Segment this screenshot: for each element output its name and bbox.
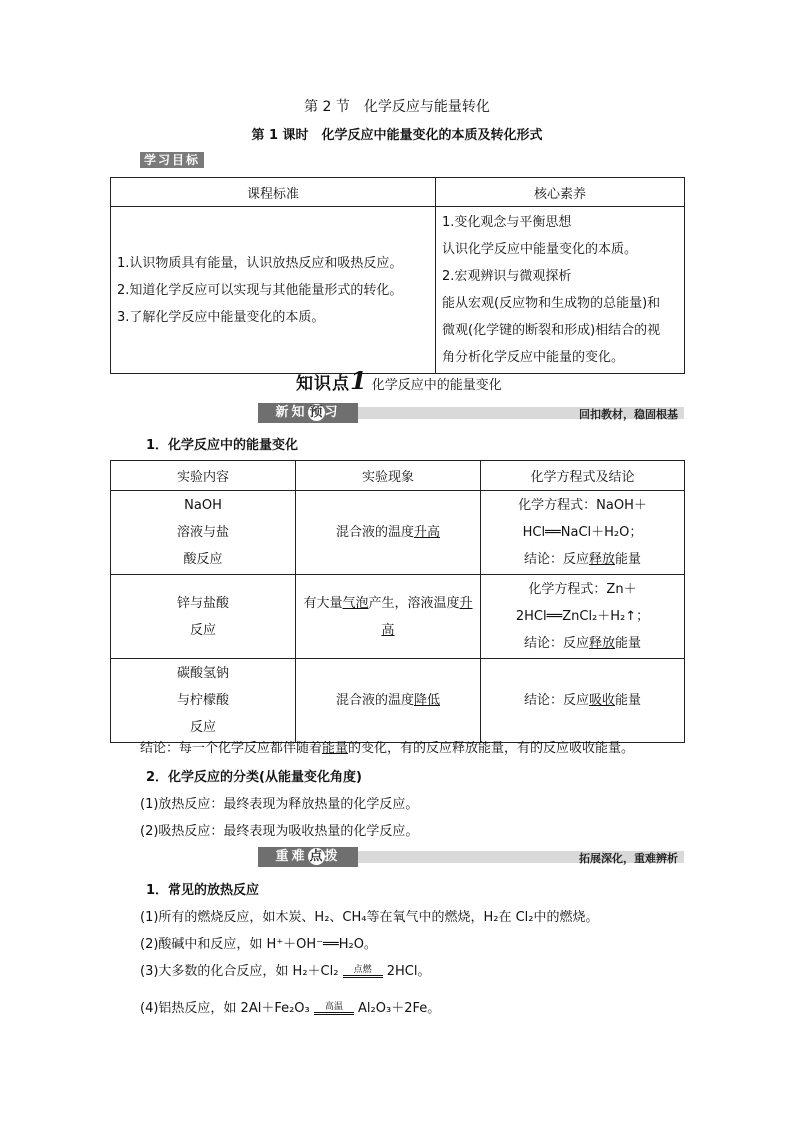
table-row (111, 575, 685, 659)
exp-equation: 结论：反应吸收能量 (481, 659, 685, 743)
goals-literacy-cell (436, 207, 685, 374)
section2-item: (2)吸热反应：最终表现为吸收热量的化学反应。 (140, 824, 419, 839)
literacy-line: 角分析化学反应中能量的变化。 (442, 350, 625, 365)
knowledge-point-number: 1 (350, 366, 368, 395)
section3-item: (4)铝热反应，如 2Al＋Fe₂O₃ 高温 Al₂O₃＋2Fe。 (140, 1001, 441, 1016)
band-label: 重难 点 拨 (258, 847, 358, 867)
knowledge-point-heading (296, 366, 502, 395)
literacy-line: 能从宏观(反应物和生成物的总能量)和 (442, 296, 661, 311)
objectives-badge (140, 151, 204, 168)
standard-item: 3.了解化学反应中能量变化的本质。 (117, 309, 325, 325)
reaction-condition: 高温 (314, 1002, 354, 1015)
goals-table (110, 177, 685, 374)
goals-header-standard: 课程标准 (111, 178, 436, 207)
literacy-line: 1.变化观念与平衡思想 (442, 215, 572, 230)
preview-band (258, 403, 684, 423)
exp-equation: 化学方程式：NaOH＋ HCl══NaCl＋H₂O； 结论：反应释放能量 (481, 491, 685, 575)
section3-item: (2)酸碱中和反应，如 H⁺＋OH⁻══H₂O。 (140, 937, 377, 952)
band-label: 新知 预 习 (258, 403, 358, 423)
exp-content: NaOH 溶液与盐 酸反应 (111, 491, 296, 575)
exp-phenomenon: 有大量气泡产生，溶液温度升高 (296, 575, 481, 659)
exp-phenomenon: 混合液的温度降低 (296, 659, 481, 743)
exp-equation: 化学方程式：Zn＋ 2HCl══ZnCl₂＋H₂↑； 结论：反应释放能量 (481, 575, 685, 659)
exp-header-content: 实验内容 (111, 461, 296, 491)
objectives-badge-label: 学习目标 (140, 152, 204, 168)
section1-conclusion: 结论：每一个化学反应都伴随着能量的变化，有的反应释放能量，有的反应吸收能量。 (140, 741, 635, 756)
exp-content: 碳酸氢钠 与柠檬酸 反应 (111, 659, 296, 743)
band-circle: 预 (309, 405, 323, 420)
key-points-band (258, 847, 684, 867)
standard-item: 1.认识物质具有能量，认识放热反应和吸热反应。 (117, 255, 403, 271)
knowledge-point-title: 化学反应中的能量变化 (371, 378, 502, 393)
standard-item: 2.知道化学反应可以实现与其他能量形式的转化。 (117, 282, 403, 298)
literacy-line: 2.宏观辨识与微观探析 (442, 269, 572, 284)
literacy-line: 认识化学反应中能量变化的本质。 (442, 242, 638, 257)
table-row (111, 491, 685, 575)
exp-header-equation: 化学方程式及结论 (481, 461, 685, 491)
table-row (111, 659, 685, 743)
section3-item: (3)大多数的化合反应，如 H₂＋Cl₂ 点燃 2HCl。 (140, 964, 431, 979)
band-tagline: 回扣教材，稳固根基 (579, 408, 678, 421)
experiment-table (110, 460, 685, 743)
section3-heading: 1．常见的放热反应 (146, 883, 260, 898)
section-title: 第 2 节 化学反应与能量转化 (304, 99, 490, 115)
band-circle: 点 (309, 849, 323, 864)
exp-phenomenon: 混合液的温度升高 (296, 491, 481, 575)
exp-header-phenomenon: 实验现象 (296, 461, 481, 491)
section3-item: (1)所有的燃烧反应，如木炭、H₂、CH₄等在氧气中的燃烧，H₂在 Cl₂中的燃烧。 (140, 910, 599, 925)
goals-header-literacy: 核心素养 (436, 178, 685, 207)
band-tagline: 拓展深化，重难辨析 (579, 852, 678, 865)
exp-content: 锌与盐酸 反应 (111, 575, 296, 659)
section1-heading: 1．化学反应中的能量变化 (146, 438, 299, 453)
section2-item: (1)放热反应：最终表现为释放热量的化学反应。 (140, 797, 419, 812)
section2-heading: 2．化学反应的分类(从能量变化角度) (146, 770, 362, 785)
reaction-condition: 点燃 (343, 965, 383, 978)
lesson-subtitle: 第 1 课时 化学反应中能量变化的本质及转化形式 (251, 128, 543, 143)
literacy-line: 微观(化学键的断裂和形成)相结合的视 (442, 323, 661, 338)
goals-standards-cell (111, 207, 436, 374)
knowledge-point-label: 知识点 (296, 374, 350, 394)
